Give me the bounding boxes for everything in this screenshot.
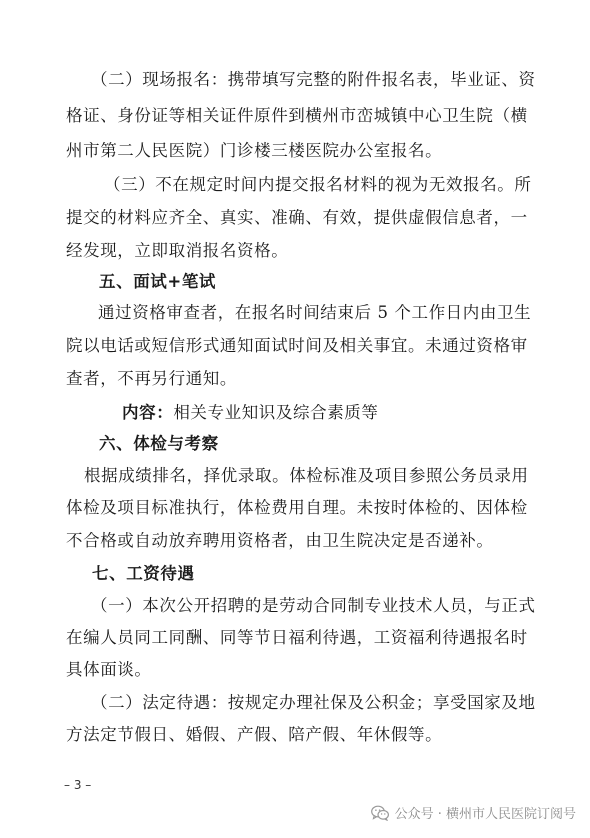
page-number: – 3 – xyxy=(64,778,92,792)
paragraph-line: 经发现，立即取消报名资格。 xyxy=(66,241,289,260)
content-text: 相关专业知识及综合素质等 xyxy=(173,403,379,422)
section-heading: 七、工资待遇 xyxy=(92,564,195,583)
paragraph-line: 不合格或自动放弃聘用资格者，由卫生院决定是否递补。 xyxy=(66,531,494,550)
paragraph-line: （一）本次公开招聘的是劳动合同制专业技术人员，与正式 xyxy=(91,596,536,615)
paragraph-line: （二）现场报名：携带填写完整的附件报名表，毕业证、资 xyxy=(91,70,536,89)
watermark-text: 公众号 · 横州市人民医院订阅号 xyxy=(394,807,576,822)
wechat-icon xyxy=(371,805,389,821)
paragraph-line: 在编人员同工同酬、同等节日福利待遇，工资福利待遇报名时 xyxy=(66,628,528,647)
paragraph-line: （三）不在规定时间内提交报名材料的视为无效报名。所 xyxy=(104,175,532,194)
paragraph-line: 通过资格审查者，在报名时间结束后 5 个工作日内由卫生 xyxy=(98,303,532,322)
paragraph-line: 格证、身份证等相关证件原件到横州市峦城镇中心卫生院（横 xyxy=(66,106,528,125)
paragraph-line: 院以电话或短信形式通知面试时间及相关事宜。未通过资格审 xyxy=(66,336,528,355)
paragraph-line: （二）法定待遇：按规定办理社保及公积金；享受国家及地 xyxy=(91,693,536,712)
section-heading: 六、体检与考察 xyxy=(99,434,219,453)
watermark xyxy=(371,803,576,822)
paragraph-line: 根据成绩排名，择优录取。体检标准及项目参照公务员录用 xyxy=(84,466,529,485)
paragraph-line: 体检及项目标准执行，体检费用自理。未按时体检的、因体检 xyxy=(66,498,528,517)
paragraph-line: 查者，不再另行通知。 xyxy=(66,369,237,388)
content-line xyxy=(122,402,379,424)
paragraph-line: 州市第二人民医院）门诊楼三楼医院办公室报名。 xyxy=(66,141,443,160)
section-heading: 五、面试+笔试 xyxy=(99,272,217,291)
content-label: 内容： xyxy=(122,403,174,422)
paragraph-line: 具体面谈。 xyxy=(66,660,152,679)
paragraph-line: 方法定节假日、婚假、产假、陪产假、年休假等。 xyxy=(66,725,443,744)
paragraph-line: 提交的材料应齐全、真实、准确、有效，提供虚假信息者，一 xyxy=(66,208,528,227)
